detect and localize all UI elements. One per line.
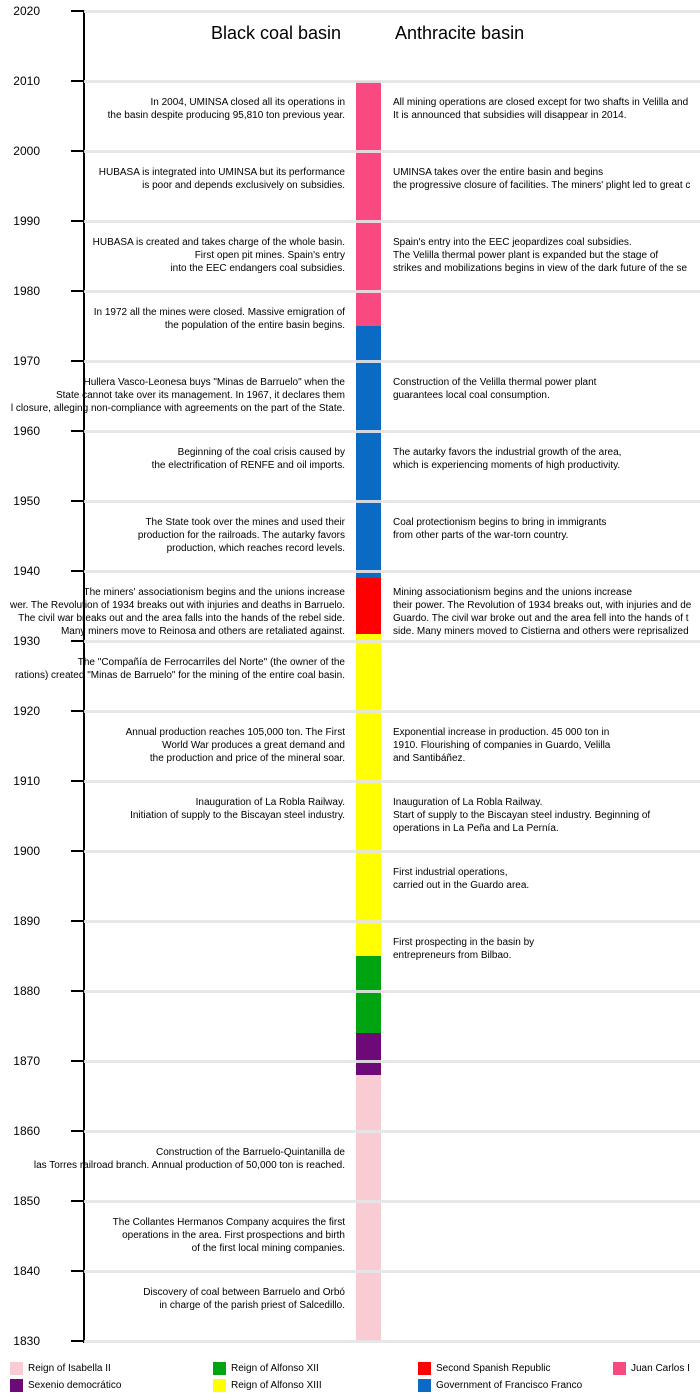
axis-tick-label: 1850 — [13, 1194, 40, 1208]
axis-tick — [71, 1270, 83, 1272]
event-text-line: and Santibáñez. — [393, 753, 466, 764]
axis-tick — [71, 10, 83, 12]
decade-gridline — [84, 360, 700, 363]
axis-tick-label: 1860 — [13, 1124, 40, 1138]
event-text-line: All mining operations are closed except for two shafts in Velilla and — [393, 97, 689, 108]
event-black-coal-basin — [108, 96, 345, 122]
axis-tick-label: 1910 — [13, 774, 40, 788]
event-text-line: Coal protectionism begins to bring in immigrants — [393, 517, 607, 528]
decade-gridline — [84, 780, 700, 783]
axis-tick-label: 1930 — [13, 634, 40, 648]
event-text-line: las Torres railroad branch. Annual production of 50,000 ton is reached. — [33, 1160, 345, 1171]
axis-tick — [71, 80, 83, 82]
event-text-line: First open pit mines. Spain's entry — [194, 250, 345, 261]
axis-tick — [71, 150, 83, 152]
event-text-line: It is announced that subsidies will disappear in 2014. — [393, 110, 627, 121]
decade-gridline — [84, 1340, 700, 1343]
event-anthracite-basin — [393, 796, 650, 835]
decade-gridline — [84, 430, 700, 433]
axis-tick-label: 1870 — [13, 1054, 40, 1068]
event-text-line: rations) created "Minas de Barruelo" for the mining of the entire coal basin. — [14, 670, 345, 681]
period-segment-reign-of-alfonso-xii — [356, 956, 381, 1033]
event-text-line: carried out in the Guardo area. — [393, 880, 530, 891]
axis-tick — [71, 500, 83, 502]
legend-label: Reign of Isabella II — [28, 1363, 111, 1374]
legend-label: Second Spanish Republic — [436, 1363, 551, 1374]
column-title-black-coal-basin: Black coal basin — [210, 23, 342, 43]
axis-tick-label: 1950 — [13, 494, 40, 508]
period-segment-government-of-francisco-franco — [356, 326, 381, 578]
legend-swatch-reign-of-alfonso-xii — [213, 1362, 226, 1375]
event-black-coal-basin — [130, 796, 345, 822]
axis-tick-label: 1940 — [13, 564, 40, 578]
axis-tick-label: 1890 — [13, 914, 40, 928]
legend-label: Sexenio democrático — [28, 1380, 122, 1391]
event-text-line: guarantees local coal consumption. — [393, 390, 550, 401]
event-text-line: Inauguration of La Robla Railway. — [195, 797, 345, 808]
event-black-coal-basin — [15, 656, 345, 682]
event-anthracite-basin — [393, 866, 529, 892]
axis-tick-label: 1900 — [13, 844, 40, 858]
axis-tick — [71, 1200, 83, 1202]
decade-gridline — [84, 710, 700, 713]
event-text-line: The "Compañía de Ferrocarriles del Norte" (the owner of the — [77, 657, 345, 668]
axis-tick — [71, 850, 83, 852]
event-text-line: operations in the area. First prospections and birth — [122, 1230, 345, 1241]
event-black-coal-basin — [99, 166, 345, 192]
event-text-line: Inauguration of La Robla Railway. — [393, 797, 543, 808]
event-text-line: of the first local mining companies. — [191, 1243, 345, 1254]
event-black-coal-basin — [143, 1286, 345, 1312]
event-text-line: In 2004, UMINSA closed all its operations in — [150, 97, 345, 108]
event-text-line: Start of supply to the Biscayan steel industry. Beginning of — [393, 810, 651, 821]
legend-swatch-juan-carlos-i — [613, 1362, 626, 1375]
event-text-line: the production and price of the mineral soar. — [149, 753, 345, 764]
event-text-line: First prospecting in the basin by — [393, 937, 535, 948]
axis-tick — [71, 430, 83, 432]
event-text-line: the electrification of RENFE and oil imports. — [151, 460, 345, 471]
event-text-line: Exponential increase in production. 45 000 ton in — [393, 727, 610, 738]
event-text-line: HUBASA is created and takes charge of the whole basin. — [92, 237, 345, 248]
event-black-coal-basin — [138, 516, 345, 555]
decade-gridline — [84, 80, 700, 83]
decade-gridline — [84, 290, 700, 293]
event-text-line: The State took over the mines and used their — [145, 517, 345, 528]
event-text-line: the population of the entire basin begins. — [164, 320, 345, 331]
event-anthracite-basin — [393, 96, 688, 122]
period-segment-second-spanish-republic — [356, 578, 381, 634]
axis-tick — [71, 570, 83, 572]
event-text-line: Many miners move to Reinosa and others are retaliated against. — [60, 626, 345, 637]
legend-swatch-reign-of-isabella-ii — [10, 1362, 23, 1375]
decade-gridline — [84, 1200, 700, 1203]
event-text-line: the basin despite producing 95,810 ton previous year. — [107, 110, 345, 121]
legend-swatch-second-spanish-republic — [418, 1362, 431, 1375]
axis-tick-label: 2000 — [13, 144, 40, 158]
axis-tick-label: 2020 — [13, 4, 40, 18]
event-text-line: Discovery of coal between Barruelo and Orbó — [143, 1287, 345, 1298]
event-text-line: The miners' associationism begins and the unions increase — [83, 587, 345, 598]
axis-tick-label: 1840 — [13, 1264, 40, 1278]
decade-gridline — [84, 10, 700, 13]
axis-tick-label: 1830 — [13, 1334, 40, 1348]
legend-label: Reign of Alfonso XIII — [231, 1380, 322, 1391]
axis-tick-label: 1970 — [13, 354, 40, 368]
event-text-line: The Collantes Hermanos Company acquires the first — [112, 1217, 345, 1228]
axis-tick — [71, 290, 83, 292]
event-text-line: the progressive closure of facilities. The miners' plight led to great c — [393, 180, 691, 191]
period-segment-sexenio-democr-tico — [356, 1033, 381, 1075]
event-anthracite-basin — [393, 376, 596, 402]
event-text-line: In 1972 all the mines were closed. Massive emigration of — [93, 307, 345, 318]
event-text-line: is poor and depends exclusively on subsidies. — [142, 180, 345, 191]
decade-gridline — [84, 1130, 700, 1133]
decade-gridline — [84, 150, 700, 153]
event-text-line: l closure, alleging non-compliance with agreements on the part of the State. — [10, 403, 345, 414]
event-black-coal-basin — [126, 726, 345, 765]
event-text-line: operations in La Peña and La Pernía. — [393, 823, 559, 834]
event-text-line: UMINSA takes over the entire basin and begins — [393, 167, 604, 178]
event-black-coal-basin — [94, 306, 345, 332]
event-black-coal-basin — [93, 236, 345, 275]
event-text-line: strikes and mobilizations begins in view of the dark future of the se — [393, 263, 688, 274]
event-anthracite-basin — [393, 516, 606, 542]
axis-tick-label: 1960 — [13, 424, 40, 438]
decade-gridline — [84, 920, 700, 923]
event-anthracite-basin — [393, 586, 691, 638]
legend-label: Juan Carlos I — [631, 1363, 690, 1374]
event-text-line: entrepreneurs from Bilbao. — [393, 950, 512, 961]
event-text-line: Annual production reaches 105,000 ton. The First — [125, 727, 345, 738]
event-text-line: The autarky favors the industrial growth of the area, — [393, 447, 622, 458]
event-text-line: their power. The Revolution of 1934 breaks out, with injuries and de — [393, 600, 692, 611]
event-text-line: World War produces a great demand and — [162, 740, 345, 751]
event-text-line: Beginning of the coal crisis caused by — [177, 447, 345, 458]
decade-gridline — [84, 220, 700, 223]
event-text-line: which is experiencing moments of high productivity. — [393, 460, 621, 471]
decade-gridline — [84, 640, 700, 643]
event-text-line: HUBASA is integrated into UMINSA but its performance — [98, 167, 345, 178]
legend-label: Government of Francisco Franco — [436, 1380, 583, 1391]
decade-gridline — [84, 1270, 700, 1273]
event-text-line: The civil war breaks out and the area falls into the hands of the rebel side. — [18, 613, 345, 624]
event-text-line: Initiation of supply to the Biscayan steel industry. — [130, 810, 345, 821]
legend-swatch-reign-of-alfonso-xiii — [213, 1379, 226, 1392]
event-anthracite-basin — [393, 726, 610, 765]
event-black-coal-basin — [10, 586, 345, 638]
event-black-coal-basin — [34, 1146, 345, 1172]
event-black-coal-basin — [152, 446, 345, 472]
axis-tick — [71, 990, 83, 992]
event-black-coal-basin — [113, 1216, 345, 1255]
event-text-line: First industrial operations, — [393, 867, 508, 878]
axis-tick-label: 1880 — [13, 984, 40, 998]
event-text-line: wer. The Revolution of 1934 breaks out with injuries and deaths in Barruelo. — [9, 600, 345, 611]
event-text-line: Spain's entry into the EEC jeopardizes coal subsidies. — [393, 237, 632, 248]
axis-tick-label: 2010 — [13, 74, 40, 88]
axis-tick — [71, 1340, 83, 1342]
event-anthracite-basin — [393, 166, 690, 192]
axis-tick — [71, 360, 83, 362]
column-title-anthracite-basin: Anthracite basin — [395, 23, 525, 43]
event-text-line: The Velilla thermal power plant is expanded but the stage of — [393, 250, 659, 261]
axis-tick — [71, 220, 83, 222]
event-text-line: Mining associationism begins and the unions increase — [393, 587, 633, 598]
event-text-line: 1910. Flourishing of companies in Guardo, Velilla — [393, 740, 611, 751]
event-anthracite-basin — [393, 936, 534, 962]
event-text-line: production, which reaches record levels. — [166, 543, 345, 554]
axis-tick — [71, 1060, 83, 1062]
decade-gridline — [84, 990, 700, 993]
decade-gridline — [84, 1060, 700, 1063]
period-segment-reign-of-isabella-ii — [356, 1075, 381, 1341]
legend-swatch-sexenio-democr-tico — [10, 1379, 23, 1392]
decade-gridline — [84, 850, 700, 853]
axis-tick — [71, 780, 83, 782]
legend-label: Reign of Alfonso XII — [231, 1363, 319, 1374]
event-text-line: production for the railroads. The autarky favors — [137, 530, 345, 541]
event-anthracite-basin — [393, 236, 687, 275]
event-anthracite-basin — [393, 446, 621, 472]
event-text-line: Construction of the Barruelo-Quintanilla de — [156, 1147, 345, 1158]
event-text-line: Construction of the Velilla thermal power plant — [393, 377, 597, 388]
event-text-line: into the EEC endangers coal subsidies. — [170, 263, 345, 274]
decade-gridline — [84, 500, 700, 503]
axis-tick-label: 1920 — [13, 704, 40, 718]
period-segment-reign-of-alfonso-xiii — [356, 634, 381, 956]
event-text-line: Hullera Vasco-Leonesa buys "Minas de Barruelo" when the — [83, 377, 345, 388]
event-text-line: in charge of the parish priest of Salcedillo. — [159, 1300, 345, 1311]
axis-tick — [71, 640, 83, 642]
axis-tick — [71, 1130, 83, 1132]
event-text-line: Guardo. The civil war broke out and the area fell into the hands of t — [393, 613, 689, 624]
legend-swatch-government-of-francisco-franco — [418, 1379, 431, 1392]
event-text-line: from other parts of the war-torn country. — [393, 530, 569, 541]
axis-tick — [71, 920, 83, 922]
axis-tick-label: 1990 — [13, 214, 40, 228]
decade-gridline — [84, 570, 700, 573]
event-text-line: State cannot take over its management. In 1967, it declares them — [55, 390, 345, 401]
event-text-line: side. Many miners moved to Cistierna and others were reprisalized — [393, 626, 689, 637]
axis-tick-label: 1980 — [13, 284, 40, 298]
event-black-coal-basin — [11, 376, 345, 415]
axis-tick — [71, 710, 83, 712]
